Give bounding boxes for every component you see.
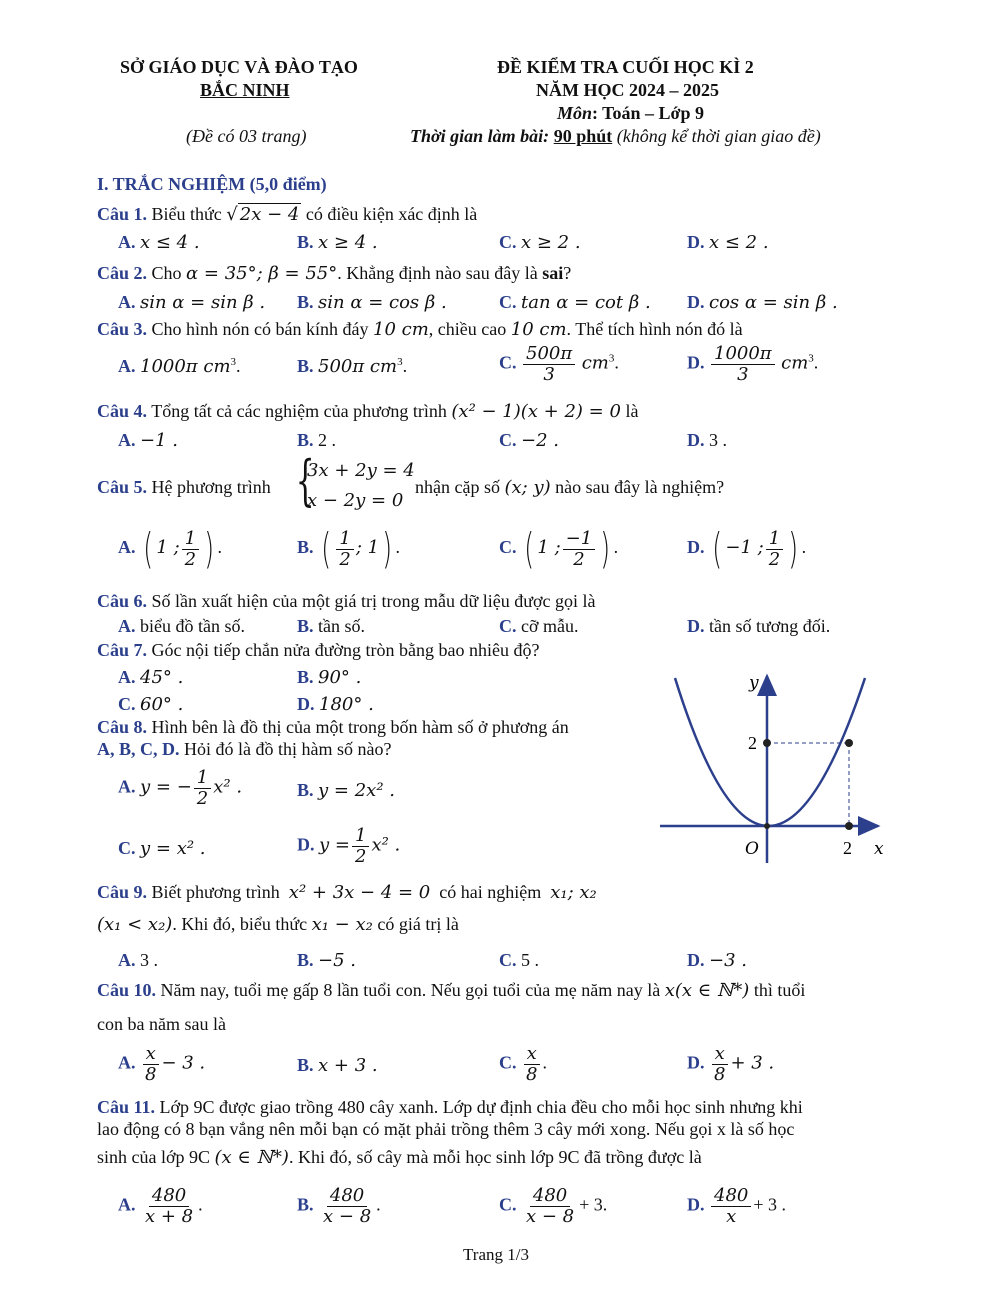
q9-option-d[interactable]: D. −3 . [687,950,747,971]
q1-option-a[interactable]: A. x ≤ 4 . [118,232,200,253]
section-title: I. TRẮC NGHIỆM (5,0 điểm) [97,174,327,194]
q4-option-a[interactable]: A. −1 . [118,430,178,451]
q1-option-b[interactable]: B. x ≥ 4 . [297,232,378,253]
q4-option-b[interactable]: B. 2 . [297,430,337,450]
y-label: y [749,673,759,693]
q8-option-d[interactable]: D. y = $\frac{1}{2}$ x² . [297,825,401,867]
question-5-text: nhận cặp số (x; y) nào sau đây là nghiệm? [415,477,725,498]
question-11-line3: sinh của lớp 9C (x ∈ ℕ*). Khi đó, số cây mà mỗi học sinh lớp 9C đã trồng được là [97,1147,702,1168]
q6-option-b[interactable]: B. tần số. [297,616,366,636]
q6-option-c[interactable]: C. cỡ mẫu. [499,616,579,636]
question-10-line2: con ba năm sau là [97,1014,226,1034]
q8-option-a[interactable]: A. y = − $\frac{1}{2}$ x² . [118,767,243,809]
q11-option-c[interactable]: C. $\frac{480}{x - 8}$ + 3. [499,1185,608,1227]
q8-option-c[interactable]: C. y = x² . [118,838,206,859]
page-number: Trang 1/3 [463,1245,529,1264]
x-label: x [874,839,884,859]
origin-label: O [745,839,759,859]
dept-name: SỞ GIÁO DỤC VÀ ĐÀO TẠO [120,57,358,77]
q11-option-a[interactable]: A. $\frac{480}{x + 8}$ . [118,1185,203,1227]
point-y2 [763,739,771,747]
question-8-line1: Câu 8. Hình bên là đồ thị của một trong bốn hàm số ở phương án [97,717,569,737]
point-origin [764,823,770,829]
q10-option-c[interactable]: C. $\frac{x}{8}$ . [499,1043,547,1085]
q7-option-c[interactable]: C. 60° . [118,694,184,715]
q9-option-c[interactable]: C. 5 . [499,950,539,970]
q2-option-c[interactable]: C. tan α = cot β . [499,292,651,313]
school-year: NĂM HỌC 2024 – 2025 [536,80,719,100]
q6-option-a[interactable]: A. biểu đồ tần số. [118,616,245,636]
q5-eq1: 3x + 2y = 4 [307,460,415,481]
question-10-line1: Câu 10. Năm nay, tuổi mẹ gấp 8 lần tuổi con. Nếu gọi tuổi của mẹ năm nay là x(x ∈ ℕ*) thì tuổi [97,980,806,1001]
q5-eq2: x − 2y = 0 [307,490,404,511]
q5-option-b[interactable]: B. ( $\frac{1}{2}$ ; 1) . [297,524,400,573]
question-11-line2: lao động có 8 bạn vắng nên mỗi bạn có mặt phải trồng thêm 3 cây mới xong. Nếu gọi x là số học [97,1119,795,1139]
q5-system-brace: { [295,449,315,512]
q6-option-d[interactable]: D. tần số tương đối. [687,616,831,636]
question-5-label: Câu 5. Hệ phương trình [97,477,271,497]
q7-option-a[interactable]: A. 45° . [118,667,184,688]
pages-note: (Đề có 03 trang) [186,126,307,146]
province-name: BẮC NINH [200,80,290,100]
parabola-graph [650,668,890,868]
q1-option-d[interactable]: D. x ≤ 2 . [687,232,769,253]
q5-option-d[interactable]: D. ( −1 ; $\frac{1}{2}$ ) . [687,524,807,573]
q11-option-b[interactable]: B. $\frac{480}{x - 8}$ . [297,1185,381,1227]
q11-option-d[interactable]: D. $\frac{480}{x}$ + 3 . [687,1185,787,1227]
q5-option-a[interactable]: A. ( 1 ; $\frac{1}{2}$ ) . [118,524,222,573]
q2-option-a[interactable]: A. sin α = sin β . [118,292,266,313]
q9-option-b[interactable]: B. −5 . [297,950,356,971]
q9-option-a[interactable]: A. 3 . [118,950,158,970]
q3-option-c[interactable]: C. $\frac{500\pi}{3}$ $cm^3$. [499,343,619,385]
exam-title: ĐỀ KIỂM TRA CUỐI HỌC KÌ 2 [497,57,754,77]
q3-option-d[interactable]: D. $\frac{1000\pi}{3}$ $cm^3$. [687,343,819,385]
q2-option-b[interactable]: B. sin α = cos β . [297,292,447,313]
q7-option-d[interactable]: D. 180° . [297,694,374,715]
q3-option-a[interactable]: A. 1000π $cm^3$. [118,356,241,377]
question-9-line1: Câu 9. Biết phương trình x² + 3x − 4 = 0 có hai nghiệm x₁; x₂ [97,882,597,903]
question-6: Câu 6. Số lần xuất hiện của một giá trị trong mẫu dữ liệu được gọi là [97,591,596,611]
q3-option-b[interactable]: B. 500π $cm^3$. [297,356,408,377]
q5-option-c[interactable]: C. ( 1 ; $\frac{-1}{2}$ ) . [499,524,619,573]
q4-option-d[interactable]: D. 3 . [687,430,727,450]
tick-y-label: 2 [748,733,757,753]
q1-option-c[interactable]: C. x ≥ 2 . [499,232,581,253]
question-11-line1: Câu 11. Lớp 9C được giao trồng 480 cây xanh. Lớp dự định chia đều cho mỗi học sinh nhưng khi [97,1097,803,1117]
question-2: Câu 2. Cho α = 35°; β = 55°. Khẳng định nào sau đây là sai? [97,263,572,284]
question-1: Câu 1. Biểu thức √ 2x − 4 có điều kiện xác định là [97,204,478,225]
q10-option-b[interactable]: B. x + 3 . [297,1055,378,1076]
parabola-curve [675,678,865,826]
q4-option-c[interactable]: C. −2 . [499,430,559,451]
point-x2 [845,822,853,830]
question-3: Câu 3. Cho hình nón có bán kính đáy 10 cm, chiều cao 10 cm. Thể tích hình nón đó là [97,319,743,340]
tick-x-label: 2 [843,838,852,858]
point-graph [845,739,853,747]
question-4: Câu 4. Tổng tất cả các nghiệm của phương trình (x² − 1)(x + 2) = 0 là [97,401,639,422]
question-9-line2: (x₁ < x₂). Khi đó, biểu thức x₁ − x₂ có giá trị là [97,914,459,935]
q10-option-d[interactable]: D. $\frac{x}{8}$ + 3 . [687,1043,775,1085]
q7-option-b[interactable]: B. 90° . [297,667,362,688]
q2-option-d[interactable]: D. cos α = sin β . [687,292,838,313]
question-7: Câu 7. Góc nội tiếp chắn nửa đường tròn bằng bao nhiêu độ? [97,640,540,660]
question-8-line2: A, B, C, D. Hỏi đó là đồ thị hàm số nào? [97,739,392,759]
q10-option-a[interactable]: A. $\frac{x}{8}$ − 3 . [118,1043,206,1085]
q8-option-b[interactable]: B. y = 2x² . [297,780,395,801]
time-info: Thời gian làm bài: 90 phút (không kể thời gian giao đề) [410,126,821,146]
subject: Môn: Toán – Lớp 9 [557,103,705,123]
